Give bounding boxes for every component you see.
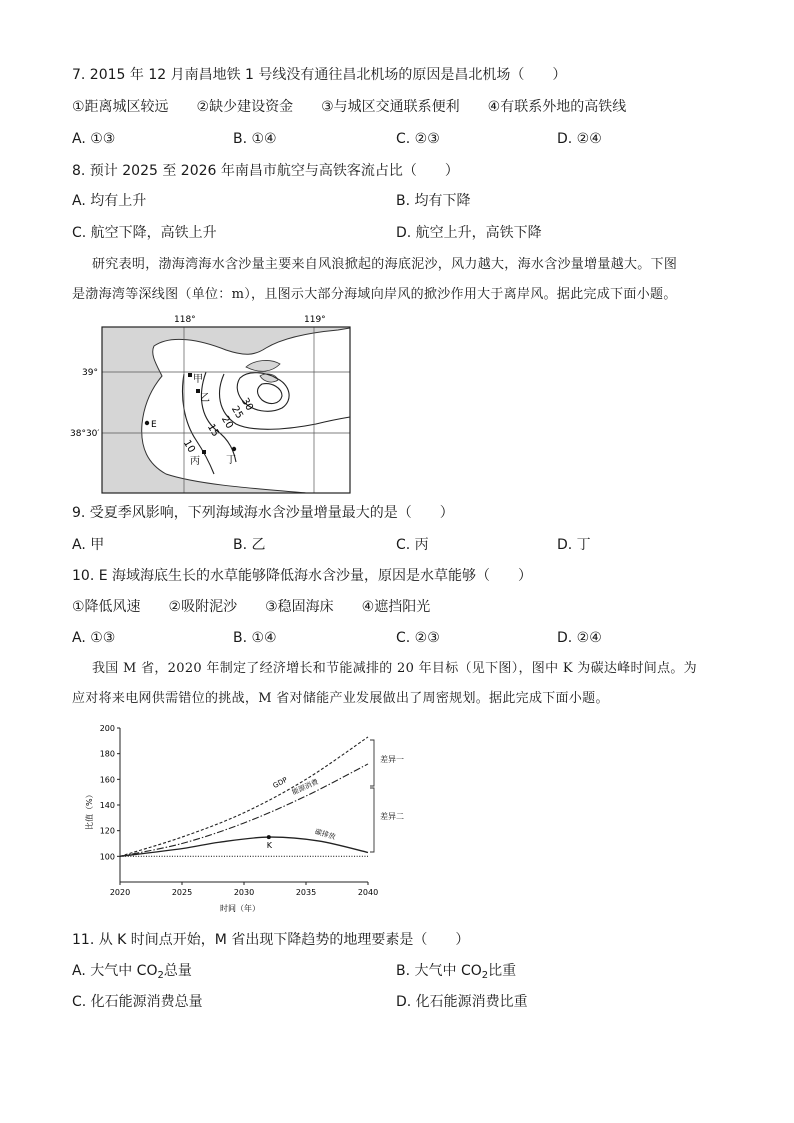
lat-39-label: 39° [82,368,98,378]
q8-option-d: D. 航空上升，高铁下降 [396,225,542,241]
x-ticks [110,882,378,897]
lon-119-label: 119° [304,315,326,325]
passage1-line1: 研究表明，渤海湾海水含沙量主要来自风浪掀起的海底泥沙，风力越大，海水含沙量增量越大。下图 [92,257,678,272]
svg-text:E: E [151,420,157,430]
q9-option-d: D. 丁 [557,537,591,553]
passage1-line2: 是渤海湾等深线图（单位：m），且图示大部分海域向岸风的掀沙作用大于离岸风。据此完成下面小题。 [72,287,677,302]
x-axis-label: 时间（年） [220,904,260,913]
annotation-difference-two: 差异二 [380,812,404,821]
y-tick-label: 180 [99,749,115,759]
svg-text:丁: 丁 [226,455,236,466]
q11-option-d: D. 化石能源消费比重 [396,994,528,1010]
peak-point-k-label: K [266,841,273,851]
y-ticks [100,724,120,861]
y-tick-label: 140 [99,801,115,810]
q10-option-b: B. ①④ [233,630,277,646]
q8-option-b: B. 均有下降 [396,193,471,209]
q7-option-a: A. ①③ [72,131,116,147]
contour-label-20: 20 [218,414,235,431]
y-tick-label: 200 [99,724,115,733]
y-tick-label: 120 [99,826,115,836]
q11-option-a: A. 大气中 $CO_2$总量 [72,963,192,981]
y-axis-label: 比值（%） [85,790,94,830]
q9-option-b: B. 乙 [233,537,266,553]
lat-3830-label: 38°30′ [70,429,100,439]
svg-text:丙: 丙 [190,456,200,467]
chart-axes [120,728,368,882]
q9-option-c: C. 丙 [396,537,429,553]
passage2-line1: 我国 M 省，2020 年制定了经济增长和节能减排的 20 年目标（见下图），图中 K 为碳达峰时间点。为 [92,661,697,676]
q10-option-d: D. ②④ [557,630,602,646]
q10-items: ①降低风速 ②吸附泥沙 ③稳固海床 ④遮挡阳光 [72,599,431,615]
x-tick-label: 2040 [357,888,379,897]
q9-option-a: A. 甲 [72,537,105,553]
contour-label-10: 10 [180,438,197,455]
q8-option-c: C. 航空下降，高铁上升 [72,225,217,241]
q10-option-a: A. ①③ [72,630,116,646]
q9-stem: 9. 受夏季风影响，下列海域海水含沙量增量最大的是（ ） [72,505,454,521]
q7-option-b: B. ①④ [233,131,277,147]
peak-point-k [267,835,271,839]
annotation-difference-one: 差异一 [380,755,404,764]
gdp-energy-carbon-chart [78,718,422,918]
lon-118-label: 118° [174,315,196,325]
q11-stem: 11. 从 K 时间点开始，M 省出现下降趋势的地理要素是（ ） [72,932,470,948]
q7-option-c: C. ②③ [396,131,440,147]
x-tick-label: 2025 [171,888,193,897]
y-tick-label: 160 [99,775,115,785]
series-lines [120,737,368,856]
x-tick-label: 2030 [233,888,255,897]
q7-items: ①距离城区较远 ②缺少建设资金 ③与城区交通联系便利 ④有联系外地的高铁线 [72,99,627,115]
q8-stem: 8. 预计 2025 至 2026 年南昌市航空与高铁客流占比（ ） [72,163,459,179]
x-tick-label: 2020 [109,888,131,897]
q8-option-a: A. 均有上升 [72,193,147,209]
q7-option-d: D. ②④ [557,131,602,147]
x-tick-label: 2035 [295,888,317,897]
contour-label-15: 15 [204,422,221,439]
q10-stem: 10. E 海域海底生长的水草能够降低海水含沙量，原因是水草能够（ ） [72,568,533,584]
bohai-isobath-map [70,312,356,494]
q7-stem: 7. 2015 年 12 月南昌地铁 1 号线没有通往昌北机场的原因是昌北机场（ ） [72,67,567,83]
series-line-energy [120,764,368,856]
q10-option-c: C. ②③ [396,630,440,646]
q11-option-c: C. 化石能源消费总量 [72,994,203,1010]
contour-label-25: 25 [228,404,245,421]
contour-label-30: 30 [238,396,255,413]
y-tick-label: 100 [99,852,115,862]
series-label-energy: 能源消费 [290,777,320,797]
series-label-carbon: 碳排放 [313,827,337,842]
passage2-line2: 应对将来电网供需错位的挑战，M 省对储能产业发展做出了周密规划。据此完成下面小题。 [72,691,609,706]
svg-text:乙: 乙 [200,393,210,404]
q11-option-b: B. 大气中 $CO_2$比重 [396,963,517,981]
svg-text:甲: 甲 [193,374,203,385]
difference-brackets [370,740,374,852]
series-label-gdp: GDP [271,775,289,790]
